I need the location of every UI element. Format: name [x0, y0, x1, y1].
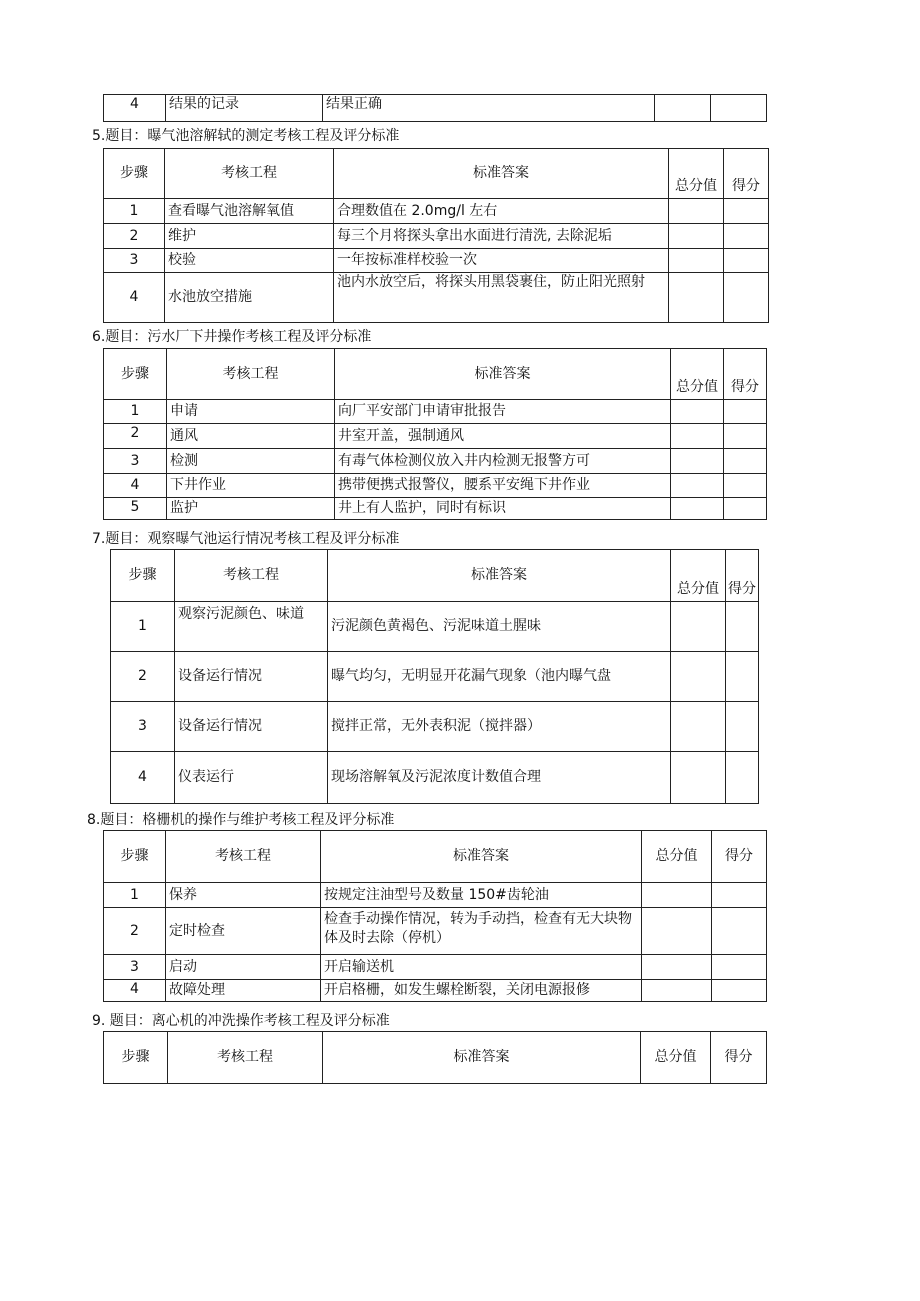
score-cell [724, 249, 769, 273]
total-cell [669, 199, 724, 224]
table-row [104, 224, 769, 249]
step-cell: 2 [104, 908, 166, 955]
step-cell: 5 [104, 498, 167, 520]
header-item: 考核工程 [175, 550, 328, 602]
step-cell: 1 [111, 602, 175, 652]
header-step: 步骤 [104, 1032, 168, 1084]
table-row [104, 199, 769, 224]
step-cell: 1 [104, 883, 166, 908]
total-cell [642, 883, 712, 908]
table-row [104, 95, 767, 122]
score-cell [724, 449, 767, 474]
answer-cell: 结果正确 [323, 95, 655, 122]
step-cell: 3 [111, 702, 175, 752]
total-cell [642, 980, 712, 1002]
step-cell: 3 [104, 249, 165, 273]
header-item: 考核工程 [165, 149, 334, 199]
answer-cell: 污泥颜色黄褐色、污泥味道土腥味 [328, 602, 671, 652]
header-step: 步骤 [111, 550, 175, 602]
total-cell [642, 955, 712, 980]
total-cell [671, 474, 724, 498]
item-cell: 通风 [167, 424, 335, 449]
score-cell [724, 474, 767, 498]
table-row [104, 955, 767, 980]
section-7-table-block [110, 549, 758, 804]
answer-cell: 曝气均匀，无明显开花漏气现象（池内曝气盘 [328, 652, 671, 702]
answer-cell: 向厂平安部门申请审批报告 [335, 400, 671, 424]
answer-cell: 井室开盖，强制通风 [335, 424, 671, 449]
section-9-title: 9. 题目：离心机的冲洗操作考核工程及评分标准 [92, 1013, 390, 1029]
step-cell: 2 [104, 424, 167, 449]
header-item: 考核工程 [166, 831, 321, 883]
total-cell [671, 400, 724, 424]
table-header-row [111, 550, 759, 602]
header-score: 得分 [724, 149, 769, 199]
header-item: 考核工程 [167, 349, 335, 400]
section-6-table-block [103, 348, 766, 520]
score-cell [724, 224, 769, 249]
item-cell: 水池放空措施 [165, 273, 334, 323]
table-header-row [104, 831, 767, 883]
score-cell [726, 602, 759, 652]
total-cell [669, 224, 724, 249]
item-cell: 检测 [167, 449, 335, 474]
answer-cell: 一年按标准样校验一次 [334, 249, 669, 273]
table-row [104, 980, 767, 1002]
item-cell: 仪表运行 [175, 752, 328, 804]
table-row [104, 498, 767, 520]
total-cell [671, 424, 724, 449]
step-cell: 1 [104, 400, 167, 424]
answer-cell: 合理数值在 2.0mg/l 左右 [334, 199, 669, 224]
total-cell [671, 652, 726, 702]
score-cell [724, 400, 767, 424]
table-header-row [104, 149, 769, 199]
header-total: 总分值 [641, 1032, 711, 1084]
item-cell: 故障处理 [166, 980, 321, 1002]
item-cell: 设备运行情况 [175, 702, 328, 752]
item-cell: 观察污泥颜色、味道 [175, 602, 328, 652]
score-cell [724, 273, 769, 323]
header-score: 得分 [726, 550, 759, 602]
score-cell [724, 199, 769, 224]
item-cell: 维护 [165, 224, 334, 249]
answer-cell: 开启格栅，如发生螺栓断裂，关闭电源报修 [321, 980, 642, 1002]
table-row [104, 273, 769, 323]
header-step: 步骤 [104, 349, 167, 400]
answer-cell: 池内水放空后，将探头用黑袋裹住，防止阳光照射 [334, 273, 669, 323]
step-cell: 4 [104, 95, 166, 122]
score-cell [726, 652, 759, 702]
table-row [104, 474, 767, 498]
score-cell [712, 955, 767, 980]
header-answer: 标准答案 [335, 349, 671, 400]
top-table [103, 94, 767, 122]
item-cell: 启动 [166, 955, 321, 980]
answer-cell: 搅拌正常，无外表积泥（搅拌器） [328, 702, 671, 752]
total-cell [671, 449, 724, 474]
total-cell [671, 498, 724, 520]
table-row [104, 400, 767, 424]
table-row [104, 908, 767, 955]
section-8-title: 8.题目：格栅机的操作与维护考核工程及评分标准 [87, 812, 395, 828]
section-5-title: 5.题目：曝气池溶解轼的测定考核工程及评分标准 [92, 128, 400, 144]
answer-cell: 检查手动操作情况，转为手动挡，检查有无大块物体及时去除（停机） [321, 908, 642, 955]
section-8-table [103, 830, 767, 1002]
table-row [104, 424, 767, 449]
item-cell: 下井作业 [167, 474, 335, 498]
item-cell: 校验 [165, 249, 334, 273]
section-8-table-block [103, 830, 766, 1002]
answer-cell: 有毒气体检测仪放入井内检测无报警方可 [335, 449, 671, 474]
answer-cell: 按规定注油型号及数量 150#齿轮油 [321, 883, 642, 908]
item-cell: 设备运行情况 [175, 652, 328, 702]
step-cell: 3 [104, 449, 167, 474]
table-row [104, 449, 767, 474]
header-answer: 标准答案 [334, 149, 669, 199]
section-9-table-block [103, 1031, 766, 1084]
step-cell: 4 [104, 273, 165, 323]
item-cell: 结果的记录 [166, 95, 323, 122]
score-cell [724, 498, 767, 520]
step-cell: 4 [111, 752, 175, 804]
table-row [111, 602, 759, 652]
answer-cell: 现场溶解氧及污泥浓度计数值合理 [328, 752, 671, 804]
score-cell [711, 95, 767, 122]
table-row [104, 249, 769, 273]
step-cell: 4 [104, 980, 166, 1002]
table-header-row [104, 1032, 767, 1084]
header-total: 总分值 [669, 149, 724, 199]
header-total: 总分值 [671, 349, 724, 400]
step-cell: 3 [104, 955, 166, 980]
header-total: 总分值 [671, 550, 726, 602]
section-6-title: 6.题目：污水厂下井操作考核工程及评分标准 [92, 329, 372, 345]
total-cell [655, 95, 711, 122]
total-cell [671, 752, 726, 804]
header-answer: 标准答案 [321, 831, 642, 883]
table-row [111, 652, 759, 702]
section-7-title: 7.题目：观察曝气池运行情况考核工程及评分标准 [92, 531, 400, 547]
total-cell [671, 702, 726, 752]
total-cell [642, 908, 712, 955]
score-cell [712, 883, 767, 908]
item-cell: 保养 [166, 883, 321, 908]
header-total: 总分值 [642, 831, 712, 883]
section-5-table-block [103, 148, 768, 323]
item-cell: 申请 [167, 400, 335, 424]
header-answer: 标准答案 [323, 1032, 641, 1084]
header-step: 步骤 [104, 149, 165, 199]
score-cell [712, 980, 767, 1002]
answer-cell: 携带便携式报警仪，腰系平安绳下井作业 [335, 474, 671, 498]
section-9-table [103, 1031, 767, 1084]
header-step: 步骤 [104, 831, 166, 883]
total-cell [669, 249, 724, 273]
table-header-row [104, 349, 767, 400]
section-5-table [103, 148, 769, 323]
header-score: 得分 [712, 831, 767, 883]
header-item: 考核工程 [168, 1032, 323, 1084]
total-cell [671, 602, 726, 652]
header-answer: 标准答案 [328, 550, 671, 602]
table-row [111, 752, 759, 804]
section-7-table [110, 549, 759, 804]
answer-cell: 每三个月将探头拿出水面进行清洗, 去除泥垢 [334, 224, 669, 249]
table-row [104, 883, 767, 908]
step-cell: 2 [111, 652, 175, 702]
answer-cell: 开启输送机 [321, 955, 642, 980]
score-cell [712, 908, 767, 955]
step-cell: 4 [104, 474, 167, 498]
total-cell [669, 273, 724, 323]
header-score: 得分 [711, 1032, 767, 1084]
item-cell: 定时检查 [166, 908, 321, 955]
step-cell: 2 [104, 224, 165, 249]
top-table-block [103, 94, 766, 122]
item-cell: 监护 [167, 498, 335, 520]
section-6-table [103, 348, 767, 520]
item-cell: 查看曝气池溶解氧值 [165, 199, 334, 224]
score-cell [726, 702, 759, 752]
header-score: 得分 [724, 349, 767, 400]
score-cell [724, 424, 767, 449]
table-row [111, 702, 759, 752]
step-cell: 1 [104, 199, 165, 224]
score-cell [726, 752, 759, 804]
answer-cell: 井上有人监护，同时有标识 [335, 498, 671, 520]
